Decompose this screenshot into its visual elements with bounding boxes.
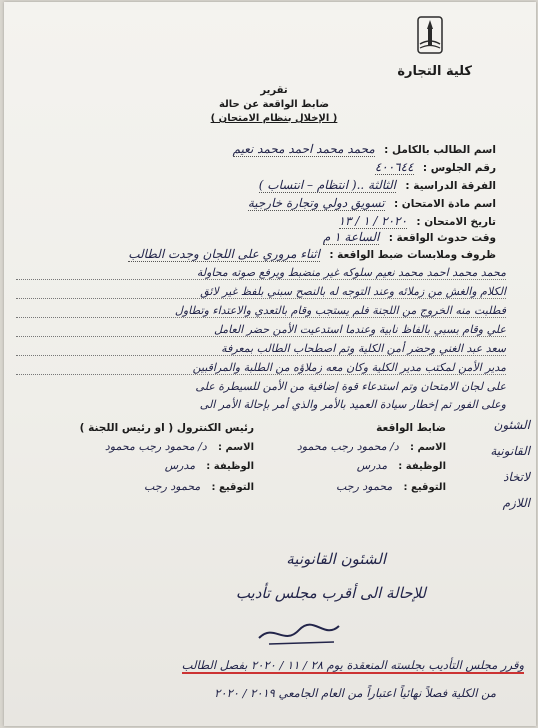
dean-signature-icon bbox=[254, 618, 344, 648]
control-head-name: الاسم : د/ محمود رجب محمود bbox=[104, 440, 254, 453]
field-student-name: اسم الطالب بالكامل : محمد محمد احمد محمد نعيم bbox=[232, 142, 496, 156]
control-head-job: الوظيفة : مدرس bbox=[164, 459, 254, 472]
control-head-title: رئيس الكنترول ( او رئيس اللجنة ) bbox=[79, 422, 254, 434]
dean-note-line1: الشئون القانونية bbox=[286, 550, 386, 568]
margin-note: الشئون القانونية لاتخاذ اللازم bbox=[490, 418, 530, 510]
incident-officer-signature: التوقيع : محمود رجب bbox=[335, 480, 446, 493]
incident-officer-job: الوظيفة : مدرس bbox=[356, 459, 446, 472]
faculty-name: كلية التجارة bbox=[397, 64, 472, 79]
field-incident-time: وقت حدوث الواقعة : الساعة ١ م bbox=[322, 230, 496, 244]
narrative-line: علي وقام بسبي بالفاظ نابية وعندما استدعيت الأمن حضر العامل bbox=[16, 323, 506, 337]
narrative-line: على لجان الامتحان وتم استدعاء قوة إضافية من الأمن للسيطرة على bbox=[195, 380, 506, 393]
field-exam-date: تاريخ الامتحان : ٢٠٢٠ / ١ / ١٣ bbox=[338, 214, 496, 228]
narrative-line: وعلى الفور تم إخطار سيادة العميد بالأمر والذي أمر بإحالة الأمر الى bbox=[199, 398, 506, 411]
narrative-line: سعد عبد الغني وحضر أمن الكلية وتم اصطحاب الطالب بمعرفة bbox=[16, 342, 506, 356]
incident-officer-title: ضابط الواقعة bbox=[376, 422, 446, 434]
field-circumstances: ظروف وملابسات ضبط الواقعة : اثناء مروري على اللجان وجدت الطالب bbox=[128, 247, 496, 261]
narrative-line: الكلام والغش من زملائه وعند التوجه له بالنصح سبني بلفظ غير لائق bbox=[16, 285, 506, 299]
narrative-line: محمد محمد احمد محمد نعيم سلوكه غير منضبط ويرفع صوته محاولة bbox=[16, 266, 506, 280]
report-title: تقرير bbox=[260, 85, 288, 96]
report-sheet bbox=[4, 2, 536, 726]
report-subtitle: ضابط الواقعة عن حالة bbox=[218, 99, 330, 110]
dean-note-line2: للإحالة الى أقرب مجلس تأديب bbox=[235, 584, 426, 602]
narrative-line: مدير الأمن لمكتب مدير الكلية وكان معه زملاؤه من الطلبة والمراقبين bbox=[16, 361, 506, 375]
field-exam-subject: اسم مادة الامتحان : تسويق دولي وتجارة خارجية bbox=[247, 196, 496, 210]
field-year: الفرقة الدراسية : الثالثة ..( انتظام – انتساب ) bbox=[258, 178, 496, 192]
decision-line1: وقرر مجلس التأديب بجلسته المنعقدة يوم ٢٨ / ١١ / ٢٠٢٠ بفصل الطالب bbox=[181, 658, 524, 672]
university-logo bbox=[417, 16, 443, 54]
control-head-block bbox=[44, 422, 254, 493]
field-seat-number: رقم الجلوس : ٤٠٠٦٤٤ bbox=[374, 160, 496, 174]
incident-officer-name: الاسم : د/ محمود رجب محمود bbox=[296, 440, 446, 453]
decision-line2: من الكلية فصلاً نهائياً اعتباراً من العام الجامعي ٢٠١٩ / ٢٠٢٠ bbox=[214, 686, 496, 700]
incident-officer-block bbox=[246, 422, 446, 493]
report-subject: ( الإخلال بنظام الامتحان ) bbox=[210, 113, 338, 124]
control-head-signature: التوقيع : محمود رجب bbox=[143, 480, 254, 493]
narrative-line: فطلبت منه الخروج من اللجنة فلم يستجب وقام بالتعدي والاعتداء وتطاول bbox=[16, 304, 506, 318]
report-heading bbox=[174, 84, 374, 126]
